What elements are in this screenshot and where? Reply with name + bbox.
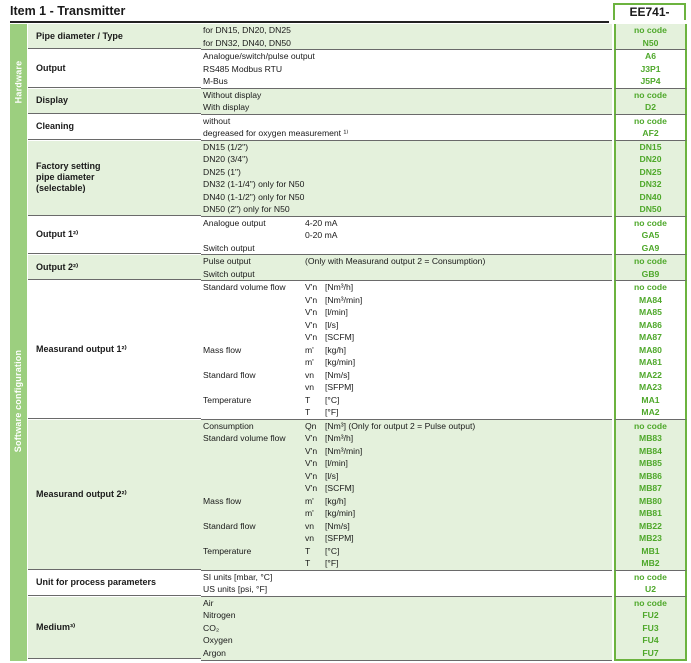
code-cell (614, 255, 687, 281)
option-unit: [°C] (325, 394, 340, 405)
option-unit: [SCFM] (325, 483, 355, 493)
option-symbol: V'n (305, 332, 318, 342)
option-text: Nitrogen (203, 610, 236, 620)
order-code: no code (634, 597, 667, 608)
group-label: Cleaning (28, 115, 201, 140)
option-text: Switch output (203, 242, 255, 253)
code-cell (614, 141, 687, 217)
option-cell (201, 281, 612, 420)
option-line (201, 217, 612, 230)
option-symbol: V'n (305, 319, 318, 330)
order-code: MA87 (639, 332, 662, 342)
group-label: Output (28, 50, 201, 88)
option-text: Analogue/switch/pulse output (203, 51, 315, 61)
option-text: SI units [mbar, °C] (203, 571, 273, 582)
option-line (201, 571, 612, 584)
option-symbol: T (305, 394, 311, 405)
option-symbol: m' (305, 495, 314, 506)
option-symbol: (Only with Measurand output 2 = Consumption) (305, 256, 486, 266)
option-line (201, 470, 612, 483)
option-line (201, 242, 612, 255)
order-code: MA85 (639, 307, 662, 317)
option-text: DN32 (1-1/4") only for N50 (203, 179, 305, 189)
option-text: Analogue output (203, 217, 266, 228)
order-code: DN40 (639, 191, 662, 202)
code-cell (614, 24, 687, 50)
option-line (201, 37, 612, 50)
option-unit: [l/s] (325, 470, 339, 481)
option-cell (201, 420, 612, 571)
order-code: MA1 (641, 394, 660, 405)
order-code: FU4 (642, 635, 659, 645)
option-line (201, 127, 612, 140)
order-code: no code (634, 420, 667, 431)
option-line (201, 101, 612, 114)
option-text: Without display (203, 89, 262, 100)
option-unit: [Nm³/h] (325, 282, 354, 292)
option-cell (201, 217, 612, 256)
option-line (201, 622, 612, 635)
option-unit: [l/min] (325, 307, 348, 317)
option-line (201, 141, 612, 154)
option-unit: [SFPM] (325, 382, 354, 392)
option-text: Temperature (203, 545, 252, 556)
option-line (201, 495, 612, 508)
option-text: Air (203, 597, 214, 608)
group-label: Unit for process parameters (28, 571, 201, 596)
order-code: no code (634, 256, 667, 266)
option-unit: [SFPM] (325, 533, 354, 543)
option-unit: [°F] (325, 558, 339, 568)
option-line (201, 229, 612, 242)
order-code: MB86 (639, 470, 662, 481)
option-text: DN15 (1/2") (203, 141, 249, 152)
option-line (201, 281, 612, 294)
option-cell (201, 89, 612, 115)
option-text: DN40 (1-1/2") only for N50 (203, 191, 305, 202)
code-cell (614, 597, 687, 662)
option-text: DN20 (3/4") (203, 154, 249, 164)
order-code: no code (634, 89, 667, 100)
order-code: MB85 (639, 458, 662, 468)
option-unit: [kg/min] (325, 357, 356, 367)
option-line (201, 191, 612, 204)
order-code: MA81 (639, 357, 662, 367)
option-line (201, 520, 612, 533)
order-code: no code (634, 115, 667, 126)
order-code: GA9 (641, 242, 660, 253)
option-text: Standard flow (203, 369, 256, 380)
option-symbol: vn (305, 382, 315, 392)
option-unit: [kg/h] (325, 495, 347, 506)
order-code: MA80 (639, 344, 662, 355)
order-code: FU7 (642, 647, 659, 658)
option-line (201, 394, 612, 407)
option-symbol: vn (305, 533, 315, 543)
option-unit: [kg/h] (325, 344, 347, 355)
option-line (201, 178, 612, 191)
option-line (201, 457, 612, 470)
option-unit: [Nm/s] (325, 520, 350, 531)
code-cell (614, 571, 687, 597)
order-code: D2 (645, 102, 656, 112)
order-code: AF2 (642, 128, 659, 138)
code-cell (614, 217, 687, 256)
option-cell (201, 597, 612, 662)
option-unit: [Nm/s] (325, 369, 350, 380)
option-cell (201, 571, 612, 597)
order-code: N50 (642, 37, 659, 48)
order-code: MA2 (641, 407, 660, 417)
order-code: MB80 (639, 495, 662, 506)
option-line (201, 75, 612, 88)
order-code: DN15 (639, 141, 662, 152)
option-line (201, 381, 612, 394)
option-cell (201, 24, 612, 50)
option-line (201, 583, 612, 596)
section-label-text: Software configuration (13, 349, 24, 452)
order-code: MB22 (639, 520, 662, 531)
order-code: U2 (645, 584, 656, 594)
option-line (201, 63, 612, 76)
order-code: J5P4 (640, 76, 661, 86)
option-unit: [l/min] (325, 458, 348, 468)
option-line (201, 597, 612, 610)
option-line (201, 255, 612, 268)
option-symbol: Qn (305, 420, 317, 431)
order-code: no code (634, 217, 667, 228)
option-line (201, 115, 612, 128)
order-code: FU3 (642, 622, 659, 633)
option-text: Oxygen (203, 635, 233, 645)
option-line (201, 545, 612, 558)
option-line (201, 306, 612, 319)
group-label: Measurand output 2²⁾ (28, 420, 201, 570)
order-code: MB1 (641, 545, 660, 556)
option-text: Temperature (203, 394, 252, 405)
option-line (201, 203, 612, 216)
order-code: MB81 (639, 508, 662, 518)
option-symbol: T (305, 558, 311, 568)
option-line (201, 634, 612, 647)
option-line (201, 369, 612, 382)
order-code: MB2 (641, 558, 660, 568)
option-symbol: V'n (305, 483, 318, 493)
option-line (201, 294, 612, 307)
option-symbol: V'n (305, 445, 318, 456)
option-text: US units [psi, °F] (203, 584, 268, 594)
option-symbol: m' (305, 344, 314, 355)
order-code: MB84 (639, 445, 662, 456)
option-symbol: V'n (305, 282, 318, 292)
option-line (201, 609, 612, 622)
order-code: MB23 (639, 533, 662, 543)
option-symbol: T (305, 545, 311, 556)
option-line (201, 319, 612, 332)
option-line (201, 482, 612, 495)
order-code: J3P1 (640, 63, 661, 74)
section-label-text: Hardware (13, 60, 24, 104)
option-text: Mass flow (203, 344, 242, 355)
option-line (201, 507, 612, 520)
option-symbol: V'n (305, 307, 318, 317)
option-text: M-Bus (203, 76, 228, 86)
title-divider (10, 21, 609, 23)
option-symbol: T (305, 407, 311, 417)
code-prefix-header: EE741- (613, 3, 686, 20)
option-symbol: V'n (305, 458, 318, 468)
option-cell (201, 141, 612, 217)
option-text: Switch output (203, 268, 255, 279)
group-label: Display (28, 89, 201, 114)
option-text: DN25 (1") (203, 166, 241, 177)
option-unit: [l/s] (325, 319, 339, 330)
option-text: for DN15, DN20, DN25 (203, 25, 291, 35)
group-label: Output 2²⁾ (28, 255, 201, 280)
option-line (201, 406, 612, 419)
code-cell (614, 420, 687, 571)
option-cell (201, 255, 612, 281)
order-code: MA86 (639, 319, 662, 330)
option-text: CO₂ (203, 622, 220, 633)
option-line (201, 24, 612, 37)
option-text: Consumption (203, 420, 254, 431)
option-cell (201, 115, 612, 141)
option-text: for DN32, DN40, DN50 (203, 37, 291, 48)
option-unit: [°F] (325, 407, 339, 417)
option-symbol: V'n (305, 433, 318, 443)
option-text: degreased for oxygen measurement ¹⁾ (203, 128, 349, 138)
group-label: Measurand output 1²⁾ (28, 281, 201, 419)
option-unit: [kg/min] (325, 508, 356, 518)
option-symbol: V'n (305, 294, 318, 305)
option-line (201, 50, 612, 63)
option-line (201, 89, 612, 102)
option-symbol: 4-20 mA (305, 217, 338, 228)
software-section-label (10, 141, 28, 662)
option-symbol: m' (305, 357, 314, 367)
option-line (201, 532, 612, 545)
option-text: Standard volume flow (203, 433, 286, 443)
order-code: GA5 (641, 230, 660, 240)
option-text: Pulse output (203, 256, 251, 266)
option-text: DN50 (2") only for N50 (203, 204, 290, 214)
option-cell (201, 50, 612, 89)
order-code: no code (634, 282, 667, 292)
order-code: DN25 (639, 166, 662, 177)
option-text: Standard flow (203, 520, 256, 531)
option-text: Standard volume flow (203, 282, 286, 292)
option-unit: [°C] (325, 545, 340, 556)
order-code: no code (634, 571, 667, 582)
order-code: DN32 (639, 179, 662, 189)
code-cell (614, 281, 687, 420)
option-line (201, 331, 612, 344)
option-line (201, 166, 612, 179)
order-code: MA22 (639, 369, 662, 380)
option-line (201, 445, 612, 458)
group-label: Output 1²⁾ (28, 217, 201, 255)
option-line (201, 557, 612, 570)
order-code: no code (634, 25, 667, 35)
hardware-section-label (10, 24, 28, 141)
option-text: With display (203, 102, 250, 112)
option-line (201, 153, 612, 166)
option-line (201, 356, 612, 369)
option-line (201, 420, 612, 433)
page-title: Item 1 - Transmitter (10, 4, 126, 18)
options-grid (10, 24, 687, 661)
option-unit: [Nm³/min] (325, 445, 363, 456)
code-cell (614, 115, 687, 141)
group-label: Pipe diameter / Type (28, 24, 201, 49)
order-code: DN20 (639, 154, 662, 164)
option-symbol: 0-20 mA (305, 230, 338, 240)
order-code: MA23 (639, 382, 662, 392)
group-label: Medium³⁾ (28, 597, 201, 660)
option-text: Argon (203, 647, 226, 658)
option-unit: [Nm³/h] (325, 433, 354, 443)
code-cell (614, 50, 687, 89)
order-code: DN50 (639, 204, 662, 214)
option-text: RS485 Modbus RTU (203, 63, 283, 74)
option-symbol: V'n (305, 470, 318, 481)
order-code: A6 (645, 51, 656, 61)
option-symbol: vn (305, 369, 315, 380)
option-line (201, 647, 612, 660)
order-code: MA84 (639, 294, 662, 305)
option-line (201, 344, 612, 357)
option-symbol: m' (305, 508, 314, 518)
option-symbol: vn (305, 520, 315, 531)
option-unit: [SCFM] (325, 332, 355, 342)
option-text: without (203, 115, 231, 126)
order-code: MB87 (639, 483, 662, 493)
option-line (201, 432, 612, 445)
option-unit: [Nm³] (Only for output 2 = Pulse output) (325, 420, 476, 431)
option-text: Mass flow (203, 495, 242, 506)
order-code: FU2 (642, 610, 659, 620)
order-code: GB9 (641, 268, 660, 279)
option-line (201, 268, 612, 281)
order-code: MB83 (639, 433, 662, 443)
code-cell (614, 89, 687, 115)
option-unit: [Nm³/min] (325, 294, 363, 305)
group-label: Factory setting pipe diameter (selectable) (28, 141, 201, 216)
